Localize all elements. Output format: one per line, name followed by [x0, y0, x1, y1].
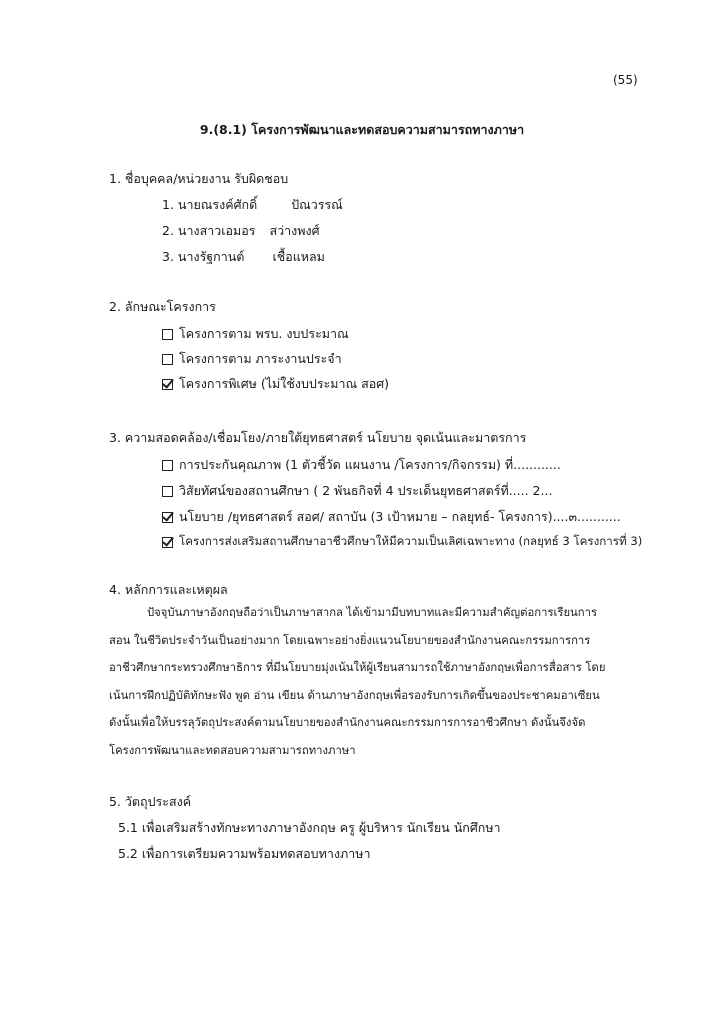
option-label: การประกันคุณภาพ (1 ตัวชี้วัด แผนงาน /โครงการ/กิจกรรม) ที่............ — [179, 457, 561, 472]
alignment-option-2[interactable] — [162, 481, 552, 501]
checkbox-unchecked-icon[interactable] — [162, 486, 173, 497]
option-label: โครงการพิเศษ (ไม่ใช้งบประมาณ สอศ) — [179, 376, 390, 391]
rationale-line: โครงการพัฒนาและทดสอบความสามารถทางภาษา — [109, 743, 356, 757]
section-4-heading: 4. หลักการและเหตุผล — [109, 582, 228, 597]
section-1-heading: 1. ชื่อบุคคล/หน่วยงาน รับผิดชอบ — [109, 171, 289, 186]
person-3 — [162, 247, 325, 267]
person-1 — [162, 195, 343, 215]
checkbox-unchecked-icon[interactable] — [162, 460, 173, 471]
person-1-last-name: ปัณวรรณ์ — [291, 197, 343, 212]
person-2-last-name: สว่างพงศ์ — [269, 223, 320, 238]
checkbox-checked-icon[interactable] — [162, 512, 173, 523]
rationale-line: เน้นการฝึกปฏิบัติทักษะฟัง พูด อ่าน เขียน ด้านภาษาอังกฤษเพื่อรองรับการเกิดขึ้นของประชาคมอาเซียน — [109, 688, 600, 702]
objective-item-2: 5.2 เพื่อการเตรียมความพร้อมทดสอบทางภาษา — [118, 846, 371, 861]
page-number: (55) — [613, 73, 638, 87]
section-5-heading: 5. วัตถุประสงค์ — [109, 794, 192, 809]
checkbox-checked-icon[interactable] — [162, 379, 173, 390]
option-label: โครงการตาม ภาระงานประจำ — [179, 351, 342, 366]
person-3-first-name: 3. นางรัฐกานต์ — [162, 249, 245, 264]
person-1-first-name: 1. นายณรงค์ศักดิ์ — [162, 197, 258, 212]
option-label: นโยบาย /ยุทธศาสตร์ สอศ/ สถาบัน (3 เป้าหมาย – กลยุทธ์- โครงการ)....๓........... — [179, 509, 621, 524]
document-title: 9.(8.1) โครงการพัฒนาและทดสอบความสามารถทางภาษา — [199, 122, 525, 137]
alignment-option-1[interactable] — [162, 455, 561, 475]
option-label: โครงการตาม พรบ. งบประมาณ — [179, 326, 349, 341]
person-2 — [162, 221, 320, 241]
project-type-option-3[interactable] — [162, 374, 389, 394]
option-label: โครงการส่งเสริมสถานศึกษาอาชีวศึกษาให้มีความเป็นเลิศเฉพาะทาง (กลยุทธ์ 3 โครงการที่ 3) — [179, 534, 643, 548]
person-2-first-name: 2. นางสาวเอมอร — [162, 223, 256, 238]
person-3-last-name: เชื้อแหลม — [272, 249, 325, 264]
checkbox-unchecked-icon[interactable] — [162, 354, 173, 365]
rationale-line: สอน ในชีวิตประจำวันเป็นอย่างมาก โดยเฉพาะอย่างยิ่งแนวนโยบายของสำนักงานคณะกรรมการการ — [109, 633, 591, 647]
project-type-option-1[interactable] — [162, 324, 349, 344]
rationale-line: อาชีวศึกษากระทรวงศึกษาธิการ ที่มีนโยบายมุ่งเน้นให้ผู้เรียนสามารถใช้ภาษาอังกฤษเพื่อการสื่อสาร โดย — [109, 661, 606, 675]
project-type-option-2[interactable] — [162, 349, 342, 369]
alignment-option-4[interactable] — [162, 533, 642, 551]
section-2-heading: 2. ลักษณะโครงการ — [109, 299, 216, 314]
option-label: วิสัยทัศน์ของสถานศึกษา ( 2 พันธกิจที่ 4 ประเด็นยุทธศาสตร์ที่..... 2... — [179, 483, 553, 498]
checkbox-unchecked-icon[interactable] — [162, 329, 173, 340]
rationale-line: ดังนั้นเพื่อให้บรรลุวัตถุประสงค์ตามนโยบายของสำนักงานคณะกรรมการการอาชีวศึกษา ดังนั้นจึงจัด — [109, 716, 586, 730]
checkbox-checked-icon[interactable] — [162, 537, 173, 548]
rationale-paragraph — [109, 599, 641, 765]
section-3-heading: 3. ความสอดคล้อง/เชื่อมโยง/ภายใต้ยุทธศาสตร์ นโยบาย จุดเน้นและมาตรการ — [109, 430, 527, 445]
alignment-option-3[interactable] — [162, 507, 621, 527]
rationale-line: ปัจจุบันภาษาอังกฤษถือว่าเป็นภาษาสากล ได้เข้ามามีบทบาทและมีความสำคัญต่อการเรียนการ — [147, 606, 598, 619]
objective-item-1: 5.1 เพื่อเสริมสร้างทักษะทางภาษาอังกฤษ ครู ผู้บริหาร นักเรียน นักศึกษา — [118, 820, 501, 835]
